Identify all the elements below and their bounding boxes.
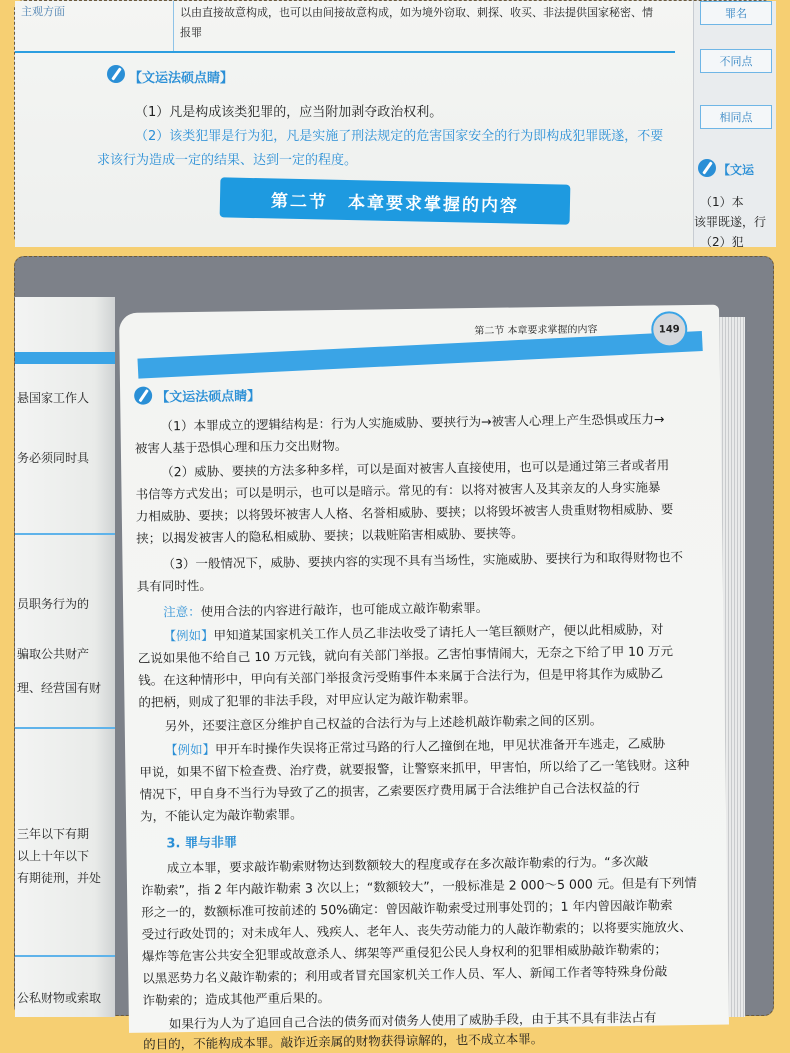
section-banner — [220, 177, 571, 224]
body-line: 挟；以揭发被害人的隐私相威胁、要挟；以栽赃陷害相威胁、要挟等。 — [136, 525, 524, 546]
body-line: 被害人基于恐惧心理和压力交出财物。 — [134, 437, 348, 456]
body-line: 的目的，不能构成本罪。敲诈近亲属的财物获得谅解的，也不成立本罪。 — [143, 1031, 544, 1052]
body-line: 另外，还要注意区分维护自己权益的合法行为与上述趁机敲诈勒索之间的区别。 — [164, 712, 603, 734]
right-table-cell-difference: 不同点 — [700, 49, 772, 73]
right-table-cell-similarity: 相同点 — [700, 105, 772, 129]
body-line: 形之一的，数额标准可按前述的 50%确定：曾因敲诈勒索受过刑事处罚的；1 年内曾因敲诈勒索 — [141, 897, 673, 920]
left-line-4: 骗取公共财产 — [17, 647, 90, 661]
example-line: 【例如】甲知道某国家机关工作人员乙非法收受了请托人一笔巨额财产，便以此相威胁，对 — [163, 621, 664, 644]
example-line: 【例如】甲开车时操作失误将正常过马路的行人乙撞倒在地，甲见状准备开车逃走，乙威胁 — [164, 735, 666, 758]
body-line: 乙说如果他不给自己 10 万元钱，就向有关部门举报。乙害怕事情闹大，无奈之下给了甲 10 万元 — [137, 643, 674, 666]
main-highlight-heading: 【文运法硕点睛】 — [156, 389, 261, 406]
page-header-band — [137, 331, 702, 379]
table-row-text — [180, 3, 670, 43]
left-line-1: 悬国家工作人 — [17, 391, 90, 405]
body-line: 的把柄，则成了犯罪的非法手段，对甲应认定为敲诈勒索罪。 — [138, 690, 477, 710]
body-line: 书信等方式发出；可以是明示，也可以是暗示。常见的有：以将对被害人及其亲友的人身实施暴 — [135, 479, 661, 502]
marker-label: 【例如】 — [163, 627, 214, 644]
body-line: 为，不能认定为敲诈勒索罪。 — [139, 806, 303, 824]
pen-icon — [698, 159, 716, 177]
left-rule — [15, 955, 115, 957]
body-line: 如果行为人为了追回自己合法的债务而对债务人使用了威胁手段，由于其不具有非法占有 — [168, 1009, 657, 1032]
body-line: （3）一般情况下，威胁、要挟内容的实现不具有当场性，实施威胁、要挟行为和取得财物也不 — [162, 549, 684, 572]
top-right-page — [693, 1, 776, 247]
right-book-page — [119, 305, 729, 1052]
table-row-text-line-1: 以由直接故意构成，也可以由间接故意构成，如为境外窃取、刺探、收买、非法提供国家秘密、情 — [180, 6, 653, 19]
right-text-line-3: （2）犯 — [700, 235, 744, 249]
left-rule — [15, 533, 115, 535]
body-line: 以黑恶势力名义敲诈勒索的；利用或者冒充国家机关工作人员、军人、新闻工作者等特殊身份敲 — [142, 963, 668, 986]
section-number: 第二节 — [270, 190, 329, 213]
section-title: 本章要求掌握的内容 — [347, 192, 520, 217]
pen-icon — [107, 65, 125, 83]
bottom-photo-panel — [14, 256, 774, 1052]
right-text-line-2: 该罪既遂，行 — [694, 215, 767, 229]
left-line-2: 务必须同时具 — [17, 451, 90, 465]
right-table-cell-name: 罪名 — [700, 1, 772, 25]
body-line: （2）威胁、要挟的方法多种多样，可以是面对被害人直接使用，也可以是通过第三者或者用 — [161, 457, 670, 480]
body-line: 情况下，甲自身不当行为导致了乙的损害，乙索要医疗费用属于合法维护自己合法权益的行 — [139, 779, 640, 802]
left-line-5: 理、经营国有财 — [17, 681, 102, 695]
right-text-line-1: （1）本 — [700, 195, 744, 209]
left-line-6: 三年以下有期 — [17, 827, 90, 841]
summary-table-row — [15, 1, 675, 53]
left-line-9: 公私财物或索取 — [17, 991, 102, 1005]
left-rule — [15, 727, 115, 729]
top-photo-panel — [14, 0, 774, 249]
pen-icon — [134, 387, 152, 405]
note-line: 注意：使用合法的内容进行敲诈，也可能成立敲诈勒索罪。 — [163, 599, 489, 620]
page-number-badge: 149 — [651, 311, 687, 347]
body-line: 甲说，如果不留下检查费、治疗费，就要报警，让警察来抓甲，甲害怕，所以给了乙一笔钱财。这种 — [139, 757, 690, 780]
marker-label: 注意： — [163, 603, 201, 620]
body-line: 钱。在这种情形中，甲向有关部门举报贪污受贿事件本来属于合法行为，但是甲将其作为威胁乙 — [138, 665, 664, 688]
left-line-3: 员职务行为的 — [17, 597, 90, 611]
body-line: 诈勒索”，指 2 年内敲诈勒索 3 次以上；“数额较大”，一般标准是 2 000～5 000 元。但是有下列情 — [140, 874, 697, 898]
body-line: 爆炸等危害公共安全犯罪或故意杀人、绑架等严重侵犯公民人身权利的犯罪相威胁敲诈勒索的； — [141, 941, 668, 964]
highlight-point-2b: 求该行为造成一定的结果、达到一定的程度。 — [97, 153, 358, 168]
body-line: 成立本罪，要求敲诈勒索财物达到数额较大的程度或存在多次敲诈勒索的行为。“多次敲 — [166, 853, 649, 876]
subsection-heading: 3. 罪与非罪 — [166, 835, 238, 852]
table-divider — [173, 1, 174, 51]
left-line-8: 有期徒刑，并处 — [17, 871, 102, 885]
marker-label: 【例如】 — [164, 741, 216, 758]
highlight-point-2a: （2）该类犯罪是行为犯，凡是实施了刑法规定的危害国家安全的行为即构成犯罪既遂，不要 — [135, 129, 664, 144]
page-header-title: 第二节 本章要求掌握的内容 — [474, 324, 598, 338]
left-book-page — [15, 297, 115, 1017]
table-row-text-line-2: 报罪 — [180, 26, 202, 39]
highlight-point-1: （1）凡是构成该类犯罪的，应当附加剥夺政治权利。 — [135, 105, 443, 120]
body-line: 诈勒索的；造成其他严重后果的。 — [142, 990, 331, 1008]
highlight-heading: 【文运法硕点睛】 — [129, 71, 234, 86]
left-header-band — [15, 352, 115, 364]
body-line: 受过行政处罚的；对未成年人、残疾人、老年人、丧失劳动能力的人敲诈勒索的；以将要实施放火、 — [141, 919, 692, 942]
right-highlight-heading: 【文运 — [718, 163, 755, 177]
body-line: 力相威胁、要挟；以将毁坏被害人人格、名誉相威胁、要挟；以将毁坏被害人贵重财物相威胁、要 — [135, 501, 674, 524]
table-row-label: 主观方面 — [21, 5, 65, 18]
top-book-page — [15, 1, 695, 247]
body-line: 具有同时性。 — [136, 577, 212, 594]
left-line-7: 以上十年以下 — [17, 849, 90, 863]
body-line: （1）本罪成立的逻辑结构是：行为人实施威胁、要挟行为→被害人心理上产生恐惧或压力→ — [160, 411, 665, 434]
